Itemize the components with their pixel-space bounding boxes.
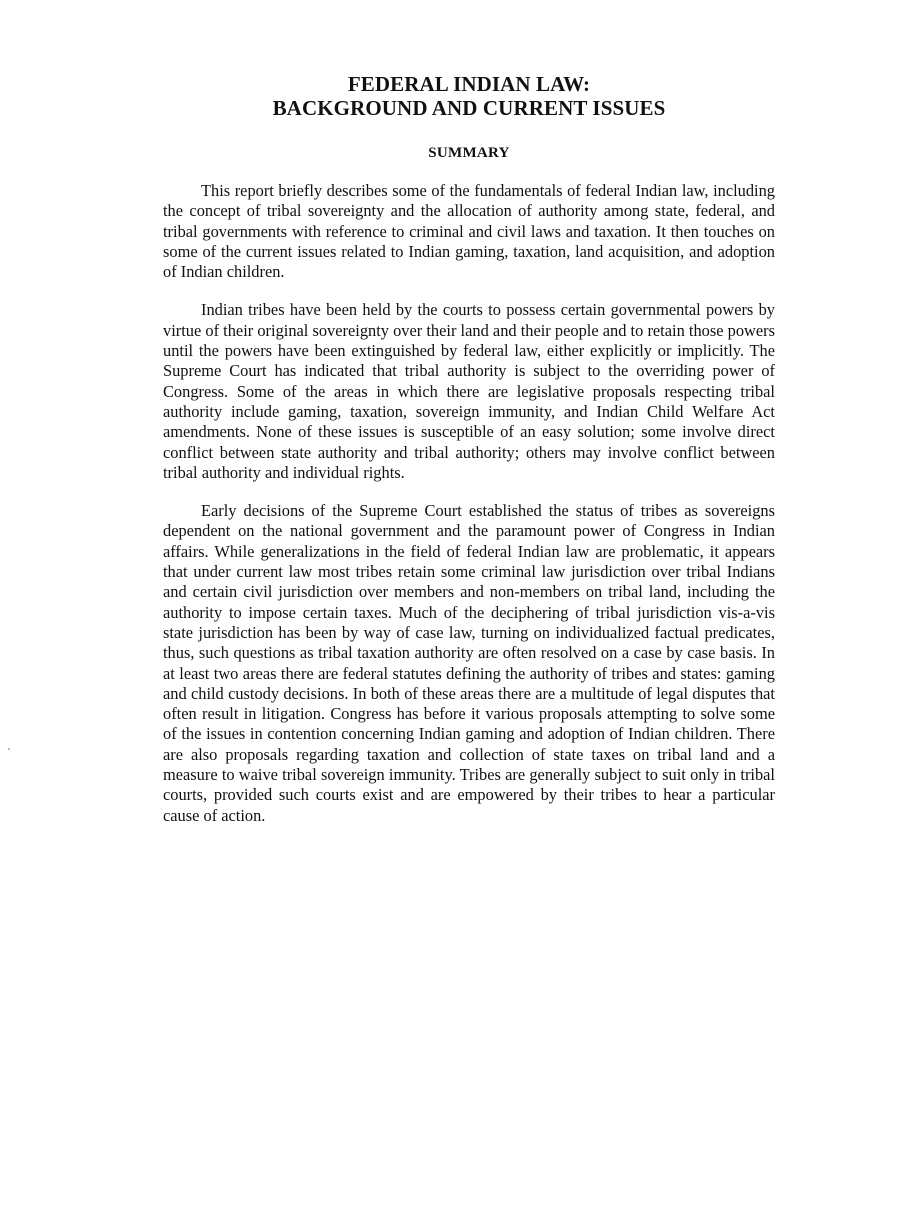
summary-paragraph-3: Early decisions of the Supreme Court established the status of tribes as sovereigns dependent on the national government and the paramount power of Congress in Indian affairs. While generalizations in the field of federal Indian law are problematic, it appears that under current law most tribes retain some criminal law jurisdiction over tribal Indians and certain civil jurisdiction over members and non-members on tribal land, including the authority to impose certain taxes. Much of the deciphering of tribal jurisdiction vis-a-vis state jurisdiction has been by way of case law, turning on individualized factual predicates, thus, such questions as tribal taxation authority are often resolved on a case by case basis. In at least two areas there are federal statutes defining the authority of tribes and states: gaming and child custody decisions. In both of these areas there are a multitude of legal disputes that often result in litigation. Congress has before it various proposals attempting to solve some of the issues in contention concerning Indian gaming and adoption of Indian children. There are also proposals regarding taxation and collection of state taxes on tribal land and a measure to waive tribal sovereign immunity. Tribes are generally subject to suit only in tribal courts, provided such courts exist and are empowered by their tribes to hear a particular cause of action.	[163, 501, 775, 825]
summary-heading: SUMMARY	[428, 145, 510, 161]
summary-paragraph-2: Indian tribes have been held by the courts to possess certain governmental powers by virtue of their original sovereignty over their land and their people and to retain those powers until the powers have been extinguished by federal law, either explicitly or implicitly. The Supreme Court has indicated that tribal authority is subject to the overriding power of Congress. Some of the areas in which there are legislative proposals respecting tribal authority include gaming, taxation, sovereign immunity, and Indian Child Welfare Act amendments. None of these issues is susceptible of an easy solution; some involve direct conflict between state authority and tribal authority; others may involve conflict between tribal authority and individual rights.	[163, 300, 775, 482]
scan-speck	[8, 748, 10, 750]
document-page	[163, 72, 775, 844]
document-title	[163, 72, 775, 120]
title-line-1: FEDERAL INDIAN LAW:	[347, 72, 591, 96]
summary-paragraph-1: This report briefly describes some of the fundamentals of federal Indian law, including the concept of tribal sovereignty and the allocation of authority among state, federal, and tribal governments with reference to criminal and civil laws and taxation. It then touches on some of the current issues related to Indian gaming, taxation, land acquisition, and adoption of Indian children.	[163, 181, 775, 282]
title-line-2: BACKGROUND AND CURRENT ISSUES	[272, 96, 666, 120]
